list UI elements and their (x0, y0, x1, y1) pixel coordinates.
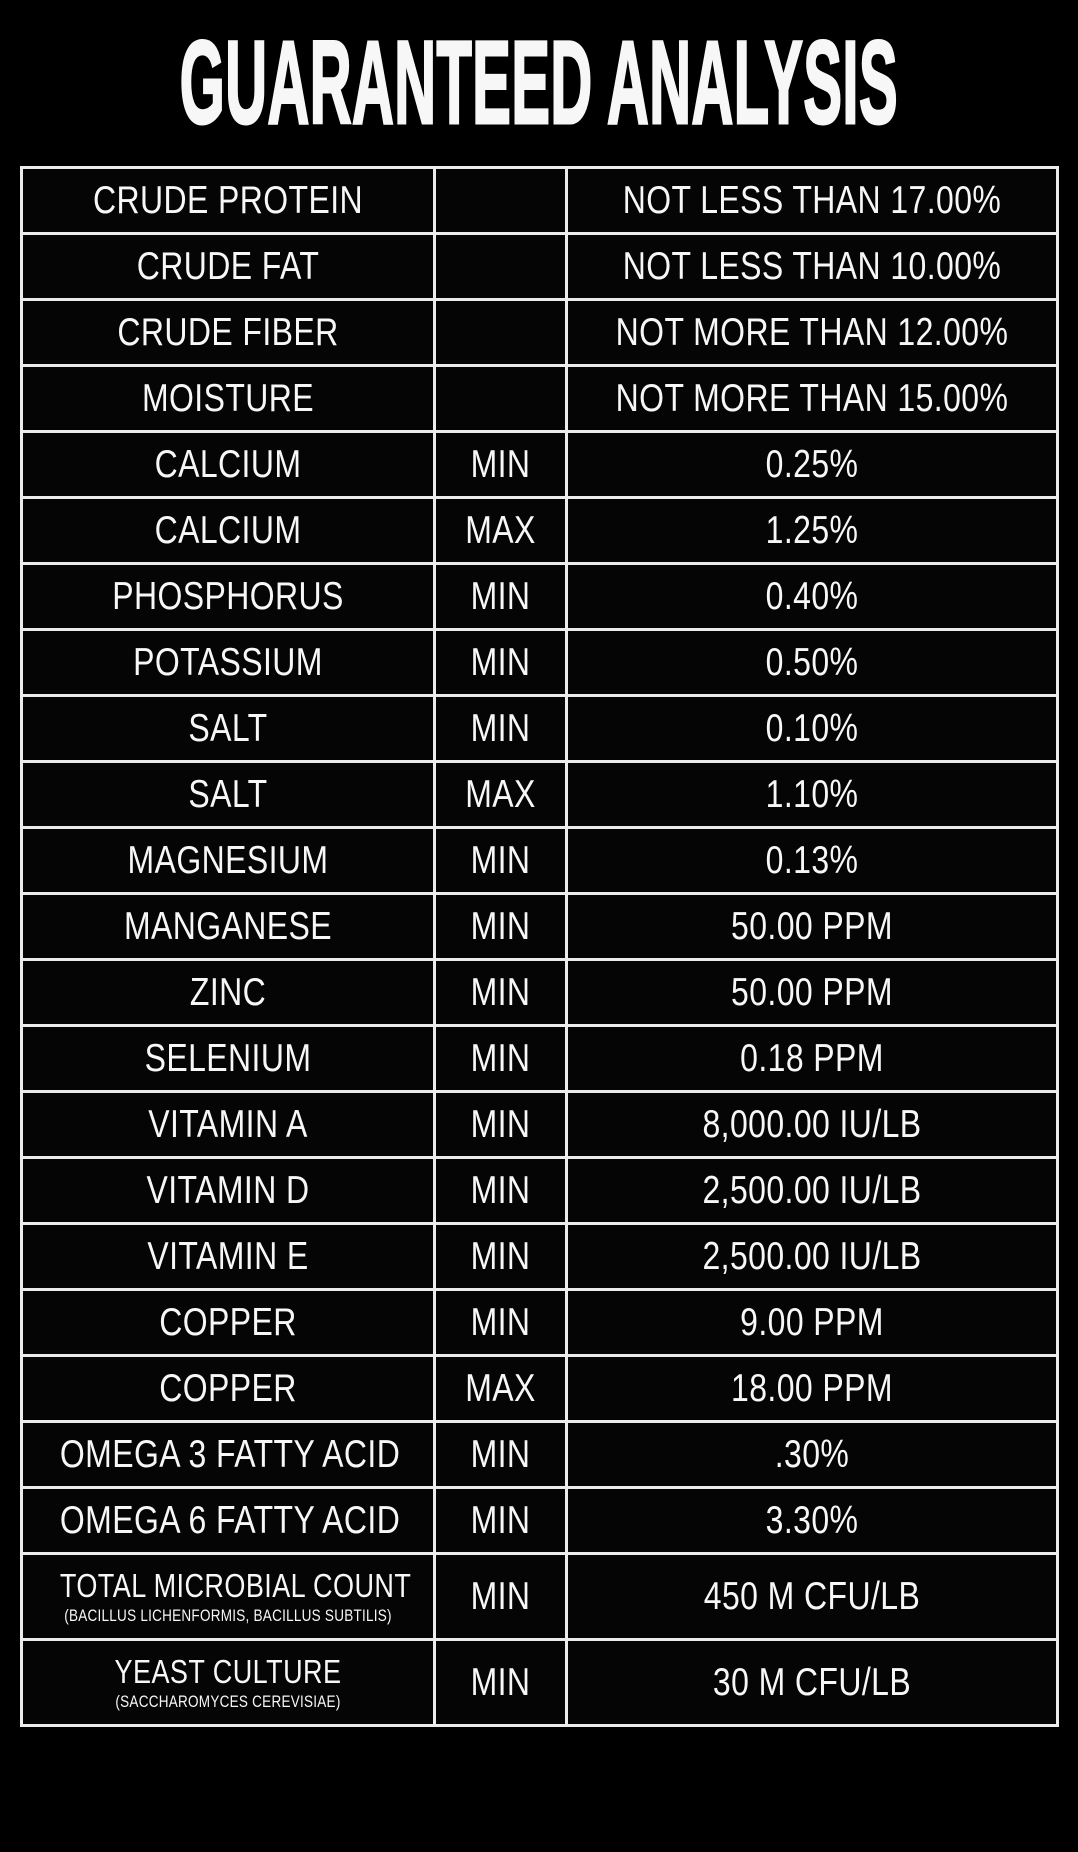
nutrient-name: COPPER (158, 1300, 297, 1344)
qualifier-label: MIN (470, 1300, 530, 1344)
value-label: 1.10% (765, 772, 858, 816)
nutrient-name-cell (21, 828, 434, 894)
qualifier-cell (434, 168, 566, 234)
nutrient-name-cell (21, 894, 434, 960)
nutrient-name-cell (21, 960, 434, 1026)
table-row (21, 1422, 1057, 1488)
qualifier-cell (434, 630, 566, 696)
qualifier-label: MIN (470, 574, 530, 618)
nutrient-name: VITAMIN D (145, 1168, 310, 1212)
value-label: .30% (774, 1432, 849, 1476)
nutrient-name-cell (21, 1158, 434, 1224)
value-cell (566, 1290, 1057, 1356)
value-cell (566, 1158, 1057, 1224)
nutrient-name: VITAMIN A (147, 1102, 308, 1146)
nutrient-name-cell (21, 366, 434, 432)
qualifier-cell (434, 894, 566, 960)
value-label: 50.00 PPM (730, 970, 893, 1014)
table-row (21, 630, 1057, 696)
table-row (21, 234, 1057, 300)
table-row (21, 1026, 1057, 1092)
nutrient-name-cell (21, 498, 434, 564)
nutrient-name-cell (21, 1640, 434, 1726)
qualifier-cell (434, 498, 566, 564)
nutrient-name: CRUDE FIBER (116, 310, 339, 354)
qualifier-cell (434, 1290, 566, 1356)
table-row (21, 168, 1057, 234)
qualifier-cell (434, 1640, 566, 1726)
qualifier-label: MIN (470, 1036, 530, 1080)
nutrient-name-cell (21, 1554, 434, 1640)
nutrient-name: OMEGA 6 FATTY ACID (59, 1498, 400, 1542)
qualifier-cell (434, 762, 566, 828)
qualifier-label: MIN (470, 970, 530, 1014)
value-label: 18.00 PPM (730, 1366, 893, 1410)
table-row (21, 1640, 1057, 1726)
value-cell (566, 1092, 1057, 1158)
nutrient-name-cell (21, 234, 434, 300)
value-label: NOT LESS THAN 17.00% (622, 178, 1001, 222)
value-label: 2,500.00 IU/LB (701, 1168, 922, 1212)
qualifier-label: MIN (470, 1660, 530, 1704)
value-cell (566, 234, 1057, 300)
value-cell (566, 1224, 1057, 1290)
qualifier-label: MIN (470, 442, 530, 486)
nutrient-name-cell (21, 1488, 434, 1554)
nutrient-name-cell (21, 168, 434, 234)
title-row (0, 12, 1078, 154)
nutrient-name: SELENIUM (144, 1036, 311, 1080)
table-row (21, 1356, 1057, 1422)
nutrient-name: COPPER (158, 1366, 297, 1410)
value-cell (566, 432, 1057, 498)
page-title-text: GUARANTEED ANALYSIS (179, 17, 899, 149)
nutrient-name: TOTAL MICROBIAL COUNT (59, 1566, 411, 1604)
qualifier-label: MIN (470, 1432, 530, 1476)
table-row (21, 1554, 1057, 1640)
qualifier-cell (434, 828, 566, 894)
analysis-table-body (21, 168, 1057, 1726)
table-row (21, 300, 1057, 366)
value-label: 2,500.00 IU/LB (701, 1234, 922, 1278)
value-cell (566, 1554, 1057, 1640)
table-row (21, 564, 1057, 630)
qualifier-label: MIN (470, 838, 530, 882)
qualifier-cell (434, 366, 566, 432)
value-cell (566, 828, 1057, 894)
qualifier-cell (434, 1488, 566, 1554)
qualifier-label: MIN (470, 904, 530, 948)
table-row (21, 696, 1057, 762)
nutrient-name: CALCIUM (154, 442, 301, 486)
value-label: 3.30% (765, 1498, 858, 1542)
value-cell (566, 696, 1057, 762)
qualifier-label: MIN (470, 1168, 530, 1212)
value-cell (566, 498, 1057, 564)
value-label: 8,000.00 IU/LB (701, 1102, 922, 1146)
table-row (21, 894, 1057, 960)
nutrient-name: CRUDE PROTEIN (92, 178, 363, 222)
nutrient-name-cell (21, 696, 434, 762)
table-row (21, 366, 1057, 432)
nutrient-name: POTASSIUM (132, 640, 323, 684)
qualifier-label: MAX (464, 1366, 536, 1410)
qualifier-cell (434, 960, 566, 1026)
table-row (21, 432, 1057, 498)
value-label: NOT MORE THAN 12.00% (615, 310, 1008, 354)
value-cell (566, 1422, 1057, 1488)
qualifier-cell (434, 696, 566, 762)
nutrient-name-cell (21, 762, 434, 828)
value-cell (566, 762, 1057, 828)
table-row (21, 1488, 1057, 1554)
nutrient-name: SALT (187, 706, 268, 750)
table-row (21, 498, 1057, 564)
table-row (21, 762, 1057, 828)
nutrient-name-cell (21, 300, 434, 366)
qualifier-cell (434, 234, 566, 300)
qualifier-cell (434, 1158, 566, 1224)
value-label: 0.18 PPM (739, 1036, 884, 1080)
value-label: NOT MORE THAN 15.00% (615, 376, 1008, 420)
value-label: 0.50% (765, 640, 858, 684)
value-cell (566, 960, 1057, 1026)
analysis-table (20, 166, 1059, 1727)
value-cell (566, 1488, 1057, 1554)
nutrient-name-cell (21, 1224, 434, 1290)
value-cell (566, 894, 1057, 960)
nutrient-name: CALCIUM (154, 508, 301, 552)
page-title (0, 17, 1078, 149)
value-cell (566, 1640, 1057, 1726)
value-label: 0.10% (765, 706, 858, 750)
value-label: NOT LESS THAN 10.00% (622, 244, 1001, 288)
value-label: 30 M CFU/LB (712, 1660, 911, 1704)
qualifier-cell (434, 1356, 566, 1422)
nutrient-name-cell (21, 432, 434, 498)
value-cell (566, 366, 1057, 432)
value-label: 1.25% (765, 508, 858, 552)
nutrient-name: CRUDE FAT (136, 244, 319, 288)
value-cell (566, 564, 1057, 630)
nutrient-name-cell (21, 1422, 434, 1488)
nutrient-name-cell (21, 1356, 434, 1422)
qualifier-cell (434, 564, 566, 630)
value-label: 9.00 PPM (739, 1300, 884, 1344)
value-label: 450 M CFU/LB (703, 1574, 920, 1618)
qualifier-cell (434, 1422, 566, 1488)
nutrient-name: ZINC (189, 970, 266, 1014)
qualifier-label: MAX (464, 772, 536, 816)
qualifier-label: MIN (470, 1498, 530, 1542)
value-cell (566, 168, 1057, 234)
value-cell (566, 300, 1057, 366)
value-label: 0.13% (765, 838, 858, 882)
value-cell (566, 630, 1057, 696)
value-label: 50.00 PPM (730, 904, 893, 948)
nutrient-name: MOISTURE (141, 376, 314, 420)
table-row (21, 1158, 1057, 1224)
qualifier-label: MIN (470, 1102, 530, 1146)
qualifier-cell (434, 300, 566, 366)
qualifier-label: MIN (470, 1574, 530, 1618)
nutrient-scientific-name: (BACILLUS LICHENFORMIS, BACILLUS SUBTILIS) (63, 1606, 392, 1625)
nutrient-name: SALT (187, 772, 268, 816)
table-row (21, 1290, 1057, 1356)
nutrient-scientific-name: (SACCHAROMYCES CEREVISIAE) (114, 1692, 341, 1711)
nutrient-name-cell (21, 1026, 434, 1092)
qualifier-cell (434, 432, 566, 498)
qualifier-label: MIN (470, 706, 530, 750)
nutrient-name: PHOSPHORUS (111, 574, 344, 618)
nutrient-name-cell (21, 1092, 434, 1158)
value-label: 0.25% (765, 442, 858, 486)
table-row (21, 960, 1057, 1026)
qualifier-cell (434, 1026, 566, 1092)
nutrient-name: MAGNESIUM (127, 838, 328, 882)
qualifier-cell (434, 1554, 566, 1640)
nutrient-name: VITAMIN E (146, 1234, 309, 1278)
table-row (21, 1092, 1057, 1158)
qualifier-cell (434, 1224, 566, 1290)
qualifier-label: MIN (470, 640, 530, 684)
qualifier-label: MIN (470, 1234, 530, 1278)
table-row (21, 828, 1057, 894)
value-cell (566, 1356, 1057, 1422)
nutrient-name-cell (21, 564, 434, 630)
qualifier-cell (434, 1092, 566, 1158)
nutrient-name: MANGANESE (123, 904, 332, 948)
table-row (21, 1224, 1057, 1290)
value-label: 0.40% (765, 574, 858, 618)
nutrient-name: YEAST CULTURE (114, 1652, 341, 1690)
nutrient-name-cell (21, 1290, 434, 1356)
nutrient-name-cell (21, 630, 434, 696)
value-cell (566, 1026, 1057, 1092)
qualifier-label: MAX (464, 508, 536, 552)
nutrient-name: OMEGA 3 FATTY ACID (59, 1432, 400, 1476)
